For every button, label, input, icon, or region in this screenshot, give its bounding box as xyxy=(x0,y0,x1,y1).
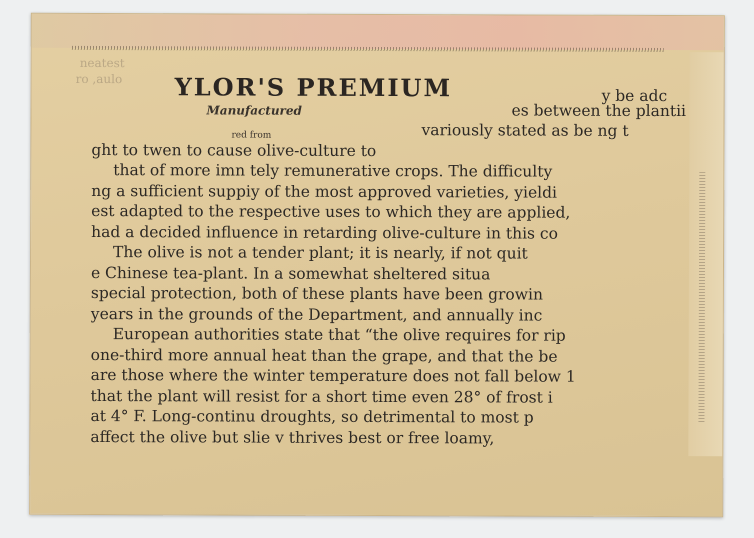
faded-top-strip xyxy=(32,14,724,50)
article-text xyxy=(90,84,703,449)
text-line: special protection, both of these plants have been growin xyxy=(90,284,544,304)
text-line: ght to twen to cause olive-culture to xyxy=(91,140,377,160)
ghost-text-left: ro ,aulo xyxy=(75,71,123,87)
text-line: are those where the winter temperature does not fall below 1 xyxy=(90,366,576,386)
text-line: one-third more annual heat than the grape, and that the be xyxy=(90,345,558,366)
text-line: ng a sufficient suppiy of the most approved varieties, yieldi xyxy=(91,181,558,202)
decorative-rule xyxy=(72,46,664,52)
text-line: years in the grounds of the Department, and annually inc xyxy=(90,304,543,325)
text-line: es between the plantii xyxy=(511,100,687,120)
text-line: that of more imn tely remunerative crops. The difficulty xyxy=(113,161,553,181)
card-title: YLOR'S PREMIUM xyxy=(174,72,453,103)
card-small-print: red from xyxy=(231,130,272,141)
text-line: The olive is not a tender plant; it is nearly, if not quit xyxy=(113,243,528,263)
trade-card xyxy=(29,13,725,517)
text-line: had a decided influence in retarding olive-culture in this co xyxy=(91,222,558,243)
card-subtitle: Manufactured xyxy=(206,103,302,118)
text-line: e Chinese tea-plant. In a somewhat sheltered situa xyxy=(90,263,491,283)
text-line: that the plant will resist for a short time even 28° of frost i xyxy=(90,386,553,407)
text-line: est adapted to the respective uses to which they are applied, xyxy=(91,202,571,222)
text-line: affect the olive but slie v thrives best or free loamy, xyxy=(90,427,495,447)
text-line: at 4° F. Long-continu droughts, so detrimental to most p xyxy=(90,407,534,427)
text-line: variously stated as be ng t xyxy=(421,121,629,140)
text-line: European authorities state that “the olive requires for rip xyxy=(112,325,566,345)
text-line: y be adc xyxy=(601,86,668,106)
ghost-text-top-left: neatest xyxy=(79,55,125,71)
